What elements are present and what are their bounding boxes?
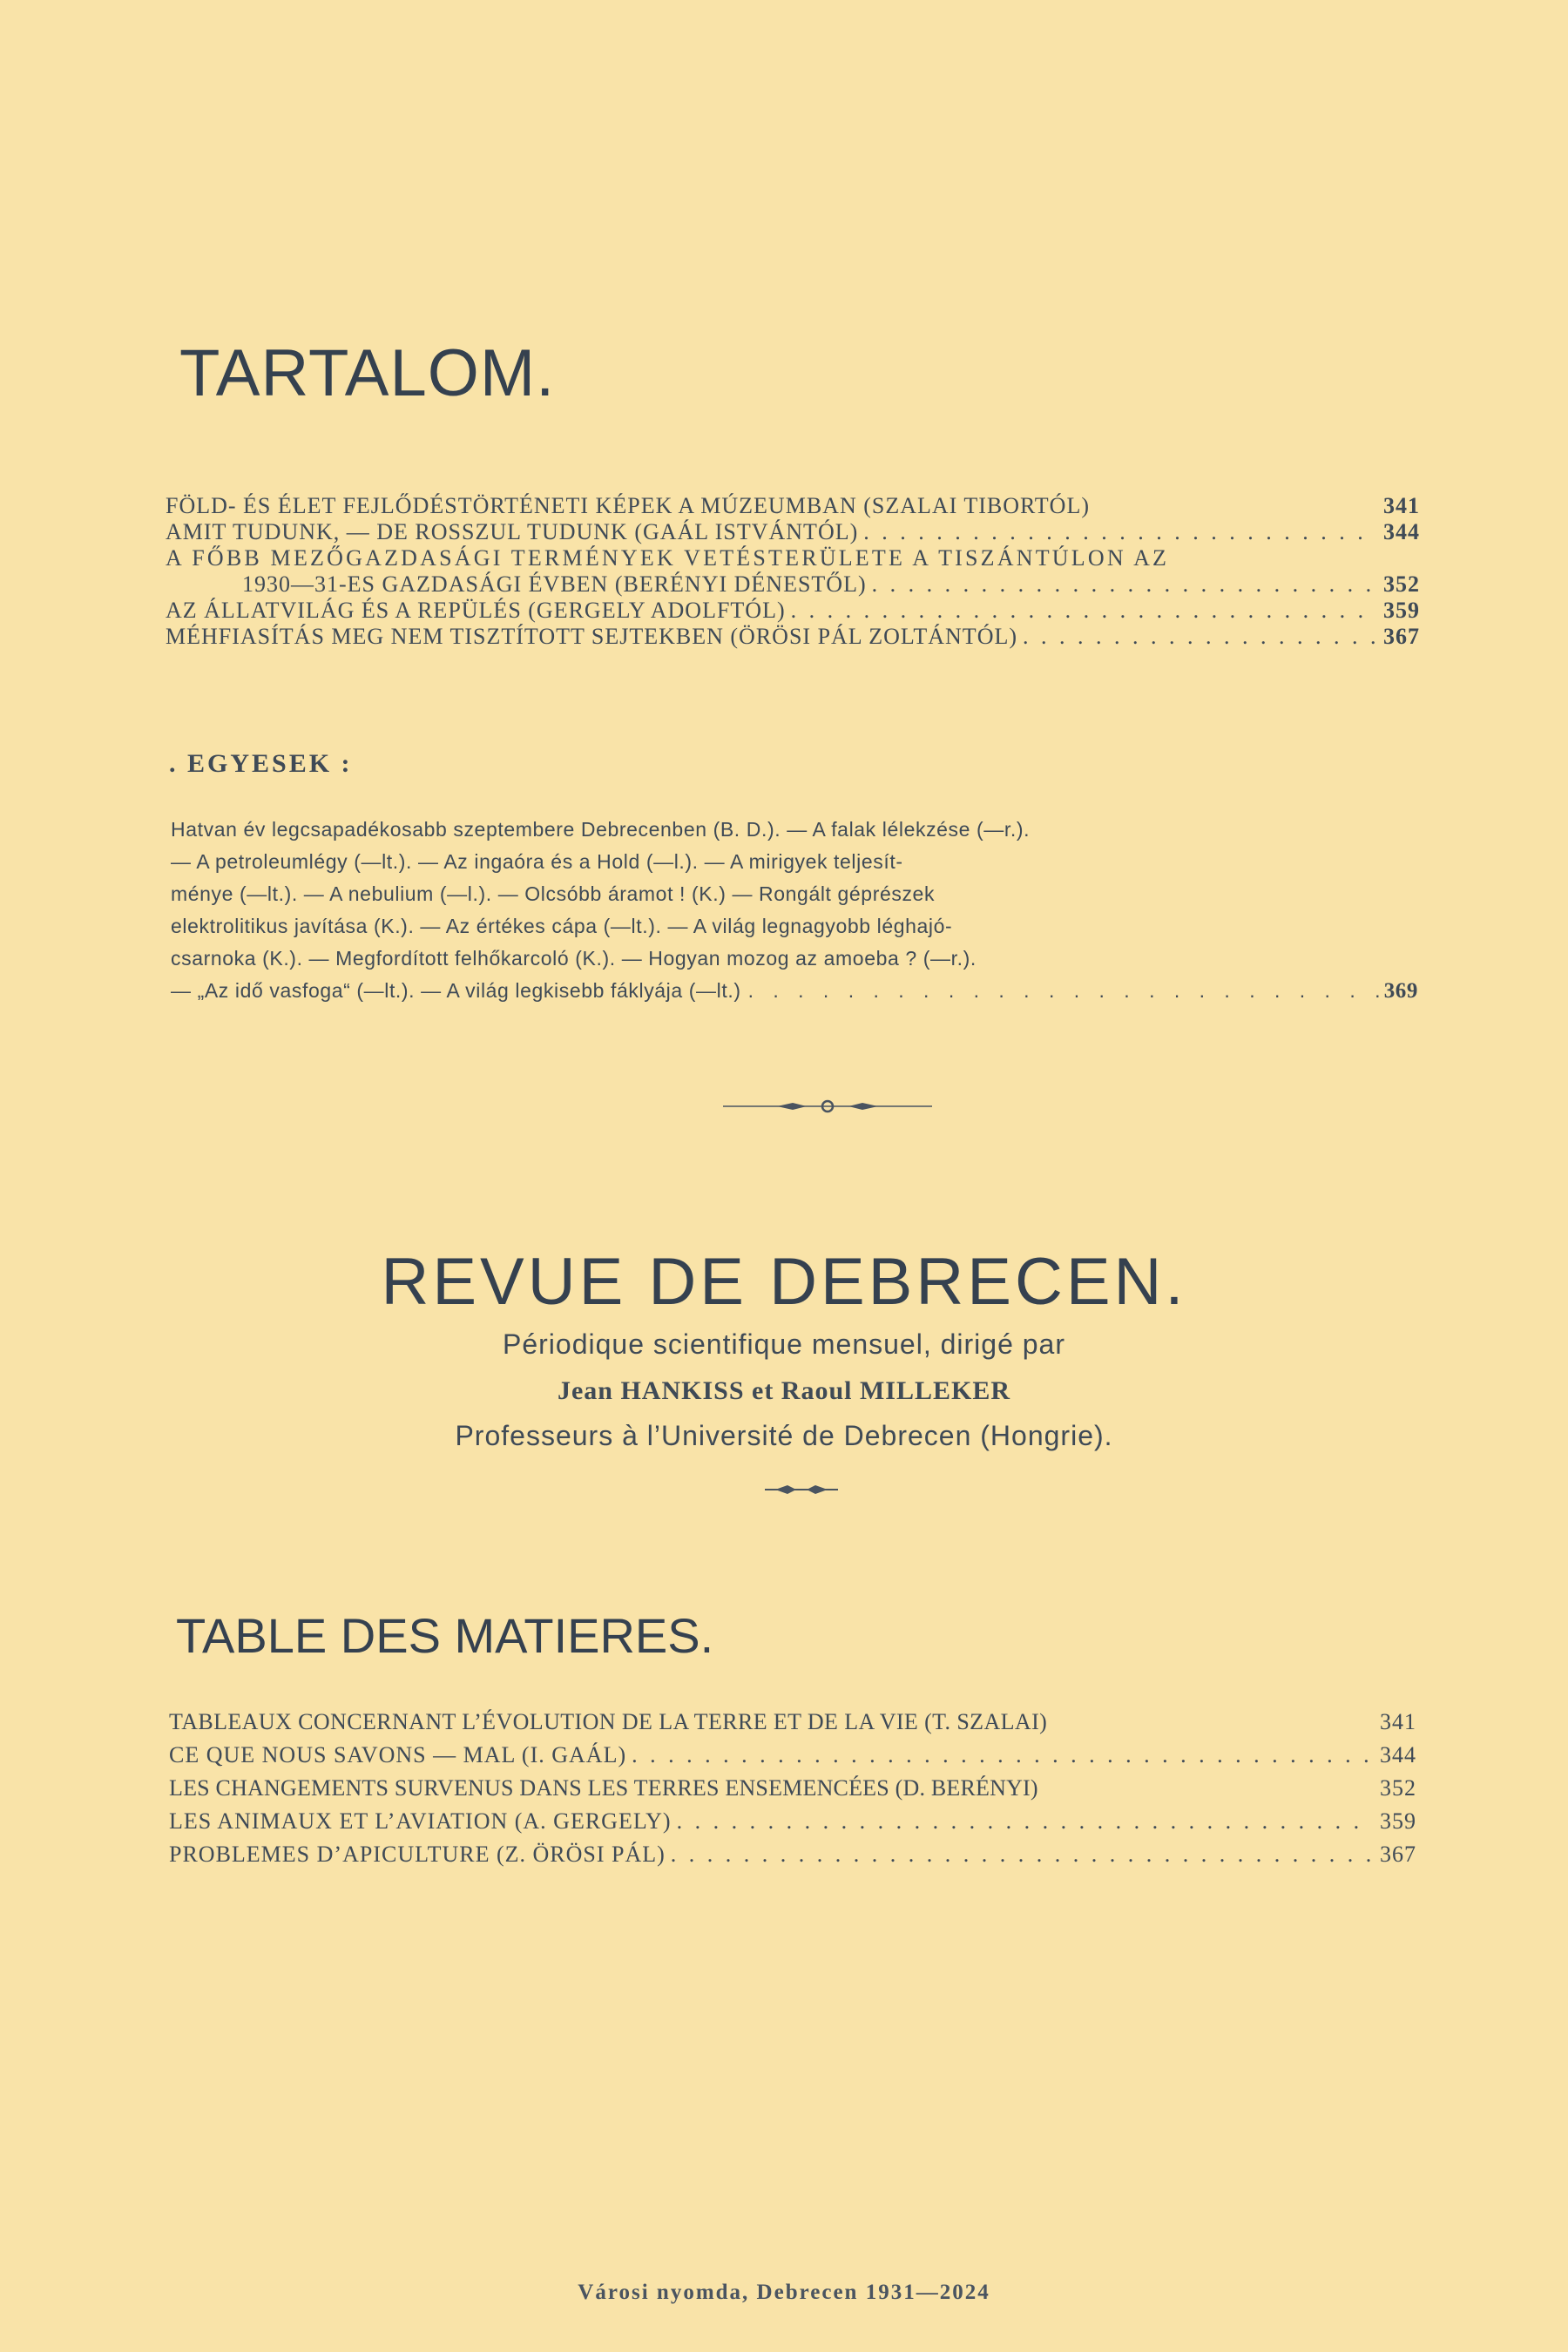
toc-entry-text: FÖLD- ÉS ÉLET FEJLŐDÉSTÖRTÉNETI KÉPEK A MÚZEUMBAN (SZALAI TIBORTÓL) — [166, 493, 1090, 518]
egyesek-line: Hatvan év legcsapadékosabb szeptembere Debrecenben (B. D.). — A falak lélekzése (—r.). — [171, 818, 1031, 841]
toc-entry-text: A FŐBB MEZŐGAZDASÁGI TERMÉNYEK VETÉSTERÜLETE A TISZÁNTÚLON AZ — [166, 545, 1170, 571]
small-ornament-icon — [758, 1483, 845, 1497]
toc-fr-entry-text: LES CHANGEMENTS SURVENUS DANS LES TERRES ENSEMENCÉES (D. BERÉNYI) — [169, 1775, 1038, 1801]
egyesek-paragraph — [171, 814, 1418, 1007]
toc-entry — [166, 493, 1420, 519]
toc-fr-entry — [169, 1838, 1416, 1871]
toc-entry-page: 352 — [1383, 571, 1420, 597]
toc-fr-entry-page: 352 — [1380, 1775, 1416, 1801]
table-des-matieres-list — [169, 1706, 1416, 1871]
table-des-matieres-title: TABLE DES MATIERES. — [176, 1608, 714, 1663]
toc-fr-entry-text: PROBLEMES D’APICULTURE (Z. ÖRÖSI PÁL) — [169, 1842, 666, 1867]
revue-title: REVUE DE DEBRECEN. — [381, 1245, 1187, 1319]
revue-editors: Jean HANKISS et Raoul MILLEKER — [557, 1376, 1011, 1405]
toc-fr-entry — [169, 1772, 1416, 1805]
toc-entry-text: AZ ÁLLATVILÁG ÉS A REPÜLÉS (GERGELY ADOLFTÓL) — [166, 598, 786, 623]
toc-entry — [166, 571, 1420, 598]
egyesek-page: 369 — [1383, 979, 1418, 1003]
divider-ornament-icon — [723, 1098, 932, 1115]
tartalom-title: TARTALOM. — [179, 336, 556, 410]
toc-entry — [166, 624, 1420, 650]
egyesek-line: elektrolitikus javítása (K.). — Az értékes cápa (—lt.). — A világ legnagyobb léghajó- — [171, 915, 953, 937]
tartalom-list — [166, 493, 1420, 650]
toc-entry-page: 367 — [1383, 624, 1420, 649]
toc-fr-entry — [169, 1739, 1416, 1772]
toc-fr-entry-page: 359 — [1380, 1808, 1416, 1834]
toc-fr-entry-text: LES ANIMAUX ET L’AVIATION (A. GERGELY) — [169, 1808, 672, 1834]
toc-entry-text: AMIT TUDUNK, — DE ROSSZUL TUDUNK (GAÁL ISTVÁNTÓL) — [166, 519, 859, 544]
toc-entry-text: MÉHFIASÍTÁS MEG NEM TISZTÍTOTT SEJTEKBEN (ÖRÖSI PÁL ZOLTÁNTÓL) — [166, 624, 1018, 649]
egyesek-line: — „Az idő vasfoga“ (—lt.). — A világ legkisebb fáklyája (—lt.) . . . 369 — [171, 975, 1418, 1007]
toc-entry — [166, 519, 1420, 545]
toc-fr-entry-page: 341 — [1380, 1709, 1416, 1734]
toc-fr-entry-page: 344 — [1380, 1742, 1416, 1767]
egyesek-line: ménye (—lt.). — A nebulium (—l.). — Olcsóbb áramot ! (K.) — Rongált géprészek — [171, 882, 936, 905]
printer-footer: Városi nyomda, Debrecen 1931—2024 — [578, 2281, 990, 2304]
toc-fr-entry — [169, 1805, 1416, 1838]
revue-subtitle: Périodique scientifique mensuel, dirigé par — [502, 1328, 1065, 1360]
egyesek-line: — A petroleumlégy (—lt.). — Az ingaóra és a Hold (—l.). — A mirigyek teljesít- — [171, 850, 903, 873]
toc-fr-entry-text: TABLEAUX CONCERNANT L’ÉVOLUTION DE LA TERRE ET DE LA VIE (T. SZALAI) — [169, 1709, 1048, 1734]
egyesek-line: csarnoka (K.). — Megfordított felhőkarcoló (K.). — Hogyan mozog az amoeba ? (—r.). — [171, 947, 977, 970]
toc-fr-entry-text: CE QUE NOUS SAVONS — MAL (I. GAÁL) — [169, 1742, 627, 1767]
toc-entry-page: 341 — [1383, 493, 1420, 518]
toc-entry-page: 344 — [1383, 519, 1420, 544]
toc-entry — [166, 598, 1420, 624]
toc-entry-page: 359 — [1383, 598, 1420, 623]
toc-entry — [166, 545, 1420, 571]
toc-entry-text: 1930—31-ES GAZDASÁGI ÉVBEN (BERÉNYI DÉNESTŐL) — [242, 571, 867, 597]
toc-fr-entry — [169, 1706, 1416, 1739]
revue-affiliation: Professeurs à l’Université de Debrecen (Hongrie). — [455, 1420, 1113, 1451]
toc-fr-entry-page: 367 — [1380, 1842, 1416, 1867]
egyesek-heading: . EGYESEK : — [169, 749, 353, 778]
